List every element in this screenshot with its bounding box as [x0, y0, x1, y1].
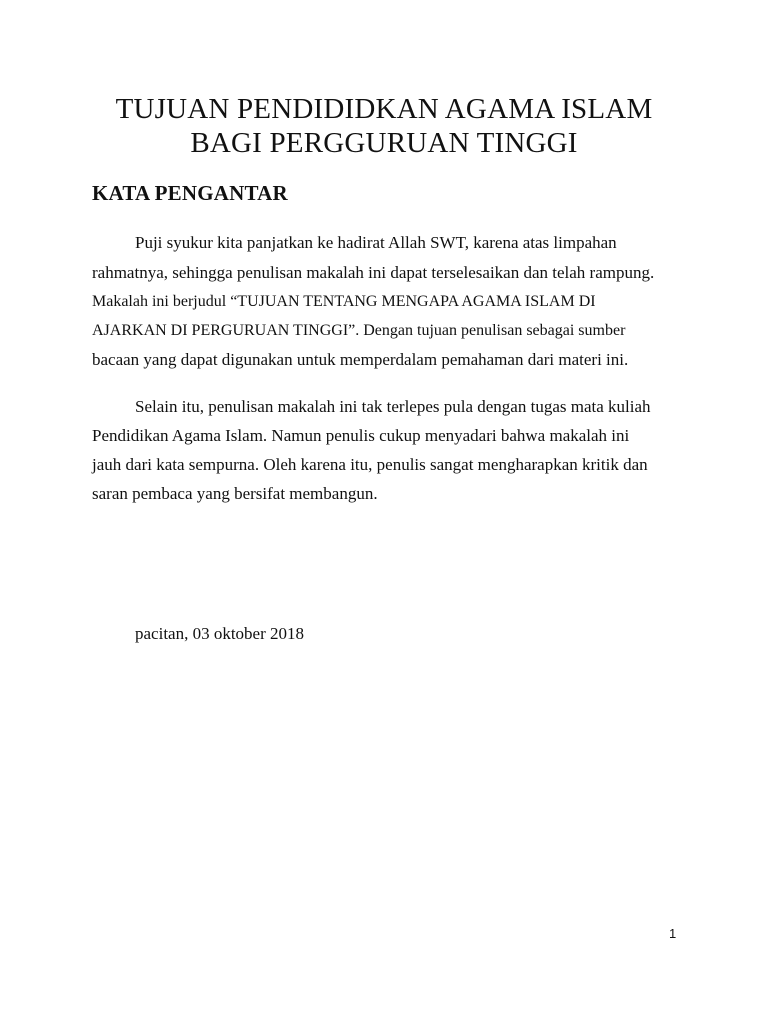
- paragraph-2-line-2: Pendidikan Agama Islam. Namun penulis cukup menyadari bahwa makalah ini: [92, 426, 630, 445]
- document-title: [0, 92, 768, 160]
- paragraph-1-line-4: AJARKAN DI PERGURUAN TINGGI”. Dengan tujuan penulisan sebagai sumber: [92, 322, 626, 339]
- paragraph-2-line-4: saran pembaca yang bersifat membangun.: [92, 484, 378, 503]
- section-heading: KATA PENGANTAR: [92, 181, 288, 205]
- paragraph-1-line-3: Makalah ini berjudul “TUJUAN TENTANG MENGAPA AGAMA ISLAM DI: [92, 293, 596, 310]
- title-line-1: TUJUAN PENDIDIDKAN AGAMA ISLAM: [115, 93, 653, 125]
- date-line: pacitan, 03 oktober 2018: [135, 624, 305, 643]
- paragraph-2-line-3: jauh dari kata sempurna. Oleh karena itu, penulis sangat mengharapkan kritik dan: [92, 455, 648, 474]
- paragraph-1-line-1: Puji syukur kita panjatkan ke hadirat Allah SWT, karena atas limpahan: [135, 233, 617, 252]
- title-line-2: BAGI PERGGURUAN TINGGI: [190, 127, 578, 159]
- paragraph-2-line-1: Selain itu, penulisan makalah ini tak terlepes pula dengan tugas mata kuliah: [135, 397, 651, 416]
- paragraph-1-line-5: bacaan yang dapat digunakan untuk memperdalam pemahaman dari materi ini.: [92, 350, 629, 369]
- paragraph-1-line-2: rahmatnya, sehingga penulisan makalah ini dapat terselesaikan dan telah rampung.: [92, 263, 655, 282]
- page-number: 1: [669, 926, 677, 941]
